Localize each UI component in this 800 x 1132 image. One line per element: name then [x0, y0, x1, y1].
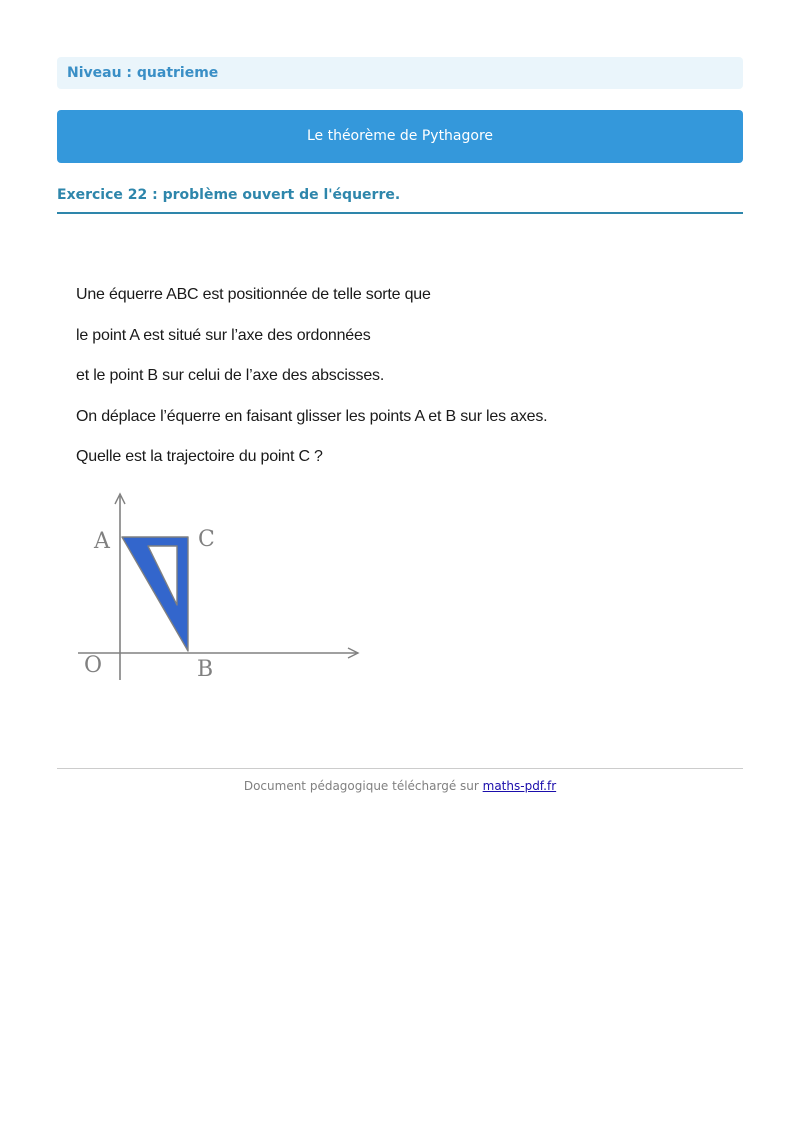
footer — [57, 779, 743, 793]
problem-line: et le point B sur celui de l’axe des abscisses. — [76, 367, 385, 384]
problem-line: Quelle est la trajectoire du point C ? — [76, 448, 323, 465]
footer-divider — [57, 768, 743, 769]
footer-link[interactable]: maths-pdf.fr — [482, 779, 557, 793]
problem-line: Une équerre ABC est positionnée de telle sorte que — [76, 286, 431, 303]
chapter-banner: Le théorème de Pythagore — [57, 110, 743, 163]
label-a: A — [94, 529, 110, 554]
set-square-figure — [70, 488, 370, 688]
set-square — [122, 537, 188, 651]
problem-statement — [76, 283, 547, 486]
label-c: C — [198, 527, 215, 552]
label-b: B — [197, 657, 214, 682]
label-o: O — [84, 653, 103, 678]
problem-line: le point A est situé sur l’axe des ordonnées — [76, 326, 371, 344]
exercise-title: Exercice 22 : problème ouvert de l'équerre. — [57, 185, 743, 214]
level-label: Niveau : quatrieme — [57, 57, 743, 89]
footer-text: Document pédagogique téléchargé sur — [243, 779, 483, 793]
problem-line: On déplace l’équerre en faisant glisser les points A et B sur les axes. — [76, 407, 548, 425]
